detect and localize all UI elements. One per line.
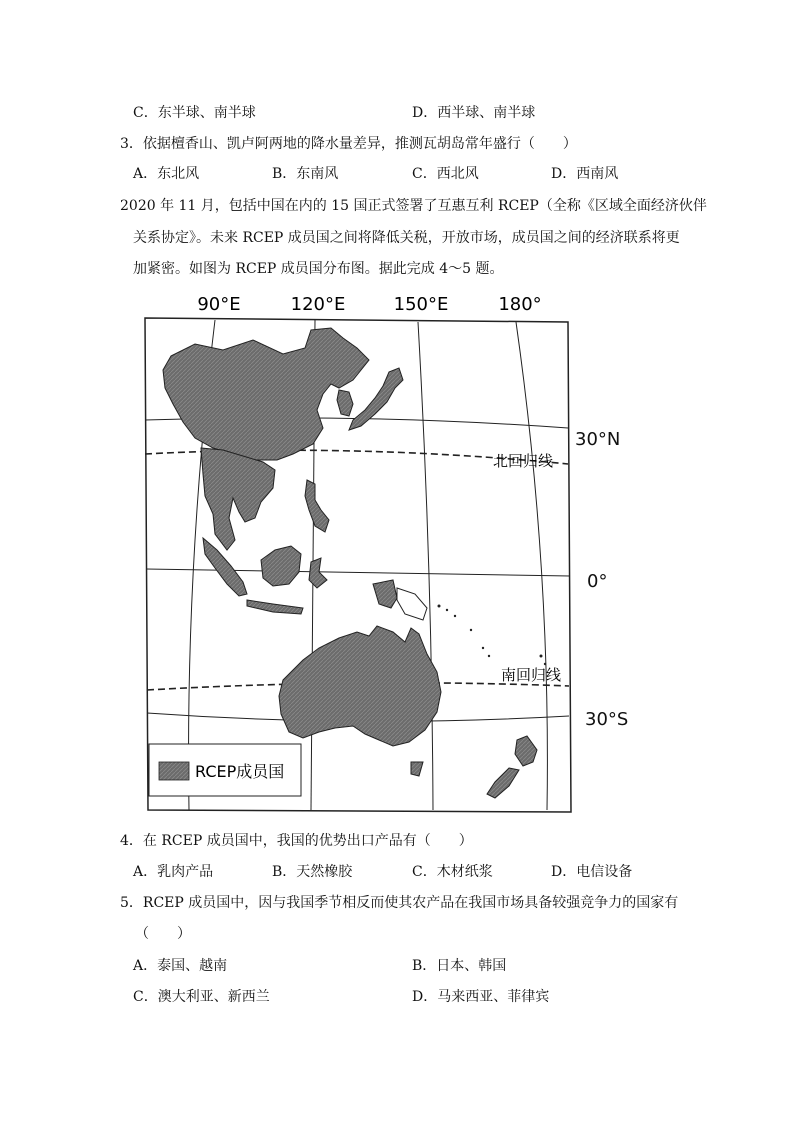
q4-stem: 4．在 RCEP 成员国中，我国的优势出口产品有（ ）: [120, 833, 473, 849]
lat-label-equator: 0°: [587, 571, 608, 592]
sulawesi-region: [309, 558, 327, 588]
q4-option-b: B．天然橡胶: [272, 864, 353, 880]
parallel-equator: [146, 569, 570, 576]
legend-swatch: [159, 762, 189, 780]
q5-answer-blank: （ ）: [135, 926, 191, 942]
q4-option-d: D．电信设备: [551, 864, 633, 880]
new-guinea-west-region: [373, 580, 397, 608]
q2-option-c: C．东半球、南半球: [133, 105, 256, 121]
lon-label-120e: 120°E: [290, 294, 346, 315]
lon-label-150e: 150°E: [393, 294, 449, 315]
borneo-region: [261, 546, 301, 586]
tropic-north-label: 北回归线: [493, 452, 554, 470]
new-guinea-east-region: [397, 588, 427, 620]
australia-region: [279, 626, 441, 746]
new-zealand-south-region: [487, 768, 519, 798]
tasmania-region: [411, 762, 423, 776]
philippines-region: [305, 480, 329, 532]
q5-stem: 5．RCEP 成员国中，因与我国季节相反而使其农产品在我国市场具备较强竞争力的国家有: [120, 895, 679, 911]
tropic-south-label: 南回归线: [501, 666, 562, 684]
q3-option-d: D．西南风: [551, 166, 619, 182]
korea-region: [337, 390, 353, 416]
lat-label-30s: 30°S: [585, 709, 629, 730]
q5-option-b: B．日本、韩国: [412, 958, 507, 974]
q3-option-a: A．东北风: [133, 166, 200, 182]
meridian-180: [516, 322, 547, 810]
q3-option-c: C．西北风: [412, 166, 479, 182]
java-region: [247, 600, 303, 614]
southeast-asia-mainland: [201, 448, 275, 550]
legend-label: RCEP成员国: [195, 762, 285, 781]
q3-stem: 3．依据檀香山、凯卢阿两地的降水量差异，推测瓦胡岛常年盛行（ ）: [120, 136, 577, 152]
q5-option-a: A．泰国、越南: [133, 958, 228, 974]
lon-label-180: 180°: [498, 294, 542, 315]
pacific-islands: [438, 605, 547, 666]
q4-option-a: A．乳肉产品: [133, 864, 214, 880]
q5-option-c: C．澳大利亚、新西兰: [133, 989, 270, 1005]
q3-option-b: B．东南风: [272, 166, 339, 182]
intro-line-1: 2020 年 11 月，包括中国在内的 15 国正式签署了互惠互利 RCEP（全称《区域全面经济伙伴: [120, 198, 707, 214]
japan-region: [349, 368, 403, 430]
q5-option-d: D．马来西亚、菲律宾: [412, 989, 550, 1005]
rcep-map: [143, 288, 583, 816]
lat-label-30n: 30°N: [575, 429, 621, 450]
intro-line-3: 加紧密。如图为 RCEP 成员国分布图。据此完成 4～5 题。: [133, 261, 504, 277]
intro-line-2: 关系协定》。未来 RCEP 成员国之间将降低关税，开放市场，成员国之间的经济联系将更: [133, 230, 680, 246]
q2-option-d: D．西半球、南半球: [412, 105, 536, 121]
new-zealand-region: [515, 736, 537, 766]
lon-label-90e: 90°E: [197, 294, 241, 315]
q4-option-c: C．木材纸浆: [412, 864, 493, 880]
meridian-150e: [418, 322, 433, 810]
